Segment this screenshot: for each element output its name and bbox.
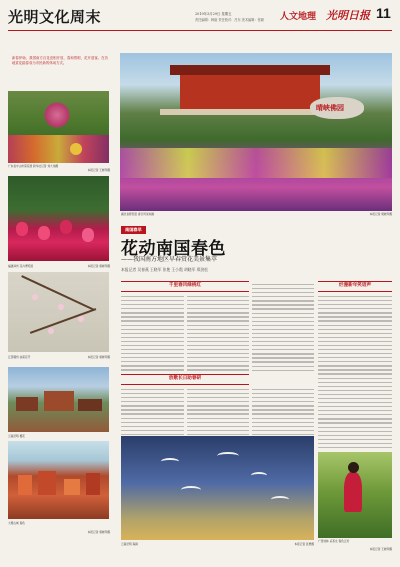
credit-2: 本报记者 胡晓军摄 [87,264,110,268]
section-3-body-col2 [187,389,249,438]
headline-subtitle: ——我国南方地区早春赏花美景集萃 [121,256,218,263]
credit-5: 本报记者 胡晓军摄 [87,530,110,534]
hero-caption: 湖北省郧西县 春日风景如画 [121,212,155,216]
section-3-header [121,374,249,385]
column-label: 人文地理 [280,11,317,21]
caption-2: 福建漳州 花卉博览园 [8,264,34,268]
section-2-body [318,296,392,451]
section-title: 光明文化周末 [8,9,102,26]
tea-picker-photo [318,452,392,538]
hero-credit: 本报记者 胡晓军摄 [369,212,392,216]
headline-tag: 南国春早 [121,226,146,234]
caption-5: 大理古城 春色 [8,521,25,525]
caption-4: 云南昆明 樱花 [8,434,25,438]
headline-title: 花动南国春色 [121,239,226,258]
seagull-photo [121,436,314,540]
section-1-body [121,296,184,373]
caption-bottom-1: 云南昆明 海鸥 [121,542,138,546]
tulip-photo [8,176,109,261]
red-buildings-photo [8,441,109,519]
page-header [0,0,400,33]
intro-text: 新春伊始，我国南方百花竞相开放，春和景明，花开迎客。在各地赏花踏春成为市民新的休闲方式。 [12,56,108,65]
section-2-title: 烂漫新年笑语声 [338,283,372,288]
section-1-body-col3 [252,284,314,374]
section-3-body [121,389,184,438]
paper-name: 光明日报 [326,9,370,22]
headline-byline: 本报记者 吴春燕 王晓军 张艳 王小霞 胡晓军 郑劲松 [121,267,208,272]
credit-3: 本报记者 胡晓军摄 [87,355,110,359]
hero-photo [120,53,392,211]
caption-1: 广东省中山市菊花展 新华社记者 刘大伟摄 [8,164,59,168]
section-1-header [121,281,249,292]
peacock-photo [8,91,109,163]
section-1-title: 千里春风绿桃红 [168,283,202,288]
section-2-header [318,281,392,292]
section-1-body-col2 [187,296,249,373]
section-3-body-col3 [252,389,314,438]
credit-bottom-1: 本报记者 张勇摄 [294,542,314,546]
section-3-title: 放歌长日助春研 [168,376,202,381]
credit-bottom-2: 本报记者 王晓军摄 [369,547,392,551]
credit-1: 本报记者 王晓军摄 [87,168,110,172]
header-date: 2019年3月29日 星期五 [195,12,232,16]
ancient-town-photo [8,367,109,432]
plum-blossom-photo [8,272,109,352]
header-editors: 责任编辑：韩晗 责任校对：吕东 美术编辑：张颖 [195,18,264,22]
page-number: 11 [376,5,391,21]
header-rule [8,30,392,31]
hero-sign: 晴峡佛园 [316,103,344,112]
caption-3: 江西赣州 油菜花开 [8,355,31,359]
caption-bottom-2: 广西桂林 采茶女 春色正好 [318,539,350,543]
